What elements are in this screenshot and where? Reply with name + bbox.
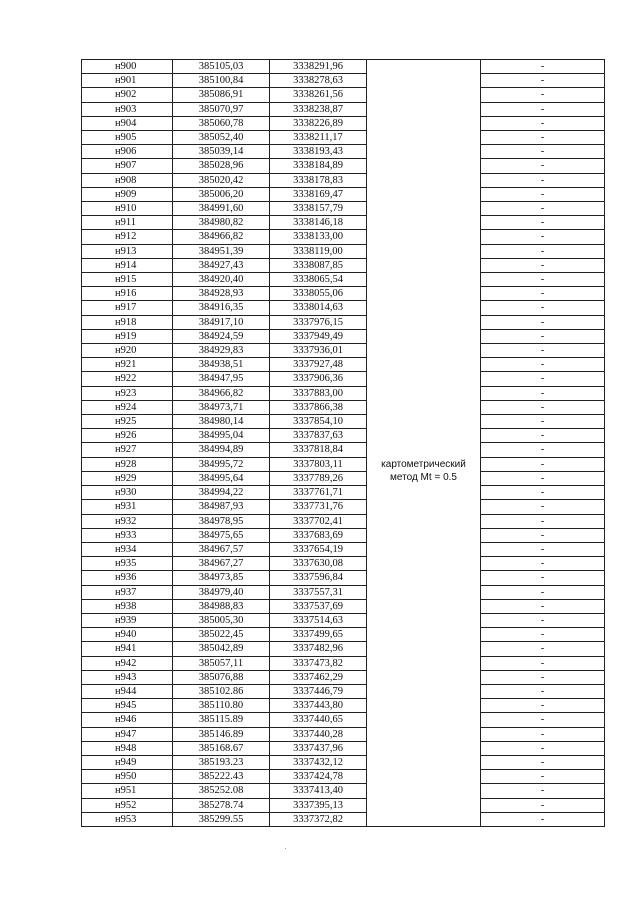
point-id-cell: н910 bbox=[82, 202, 173, 216]
dash-cell: - bbox=[481, 429, 605, 443]
dash-cell: - bbox=[481, 372, 605, 386]
x-coordinate-cell: 384975,65 bbox=[173, 528, 270, 542]
x-coordinate-cell: 384973,71 bbox=[173, 400, 270, 414]
dash-cell: - bbox=[481, 386, 605, 400]
method-cell bbox=[367, 116, 481, 826]
x-coordinate-cell: 384929,83 bbox=[173, 344, 270, 358]
y-coordinate-cell: 3338278,63 bbox=[270, 74, 367, 88]
x-coordinate-cell: 384994,89 bbox=[173, 443, 270, 457]
dash-cell: - bbox=[481, 244, 605, 258]
dash-cell: - bbox=[481, 301, 605, 315]
point-id-cell: н920 bbox=[82, 344, 173, 358]
dash-cell: - bbox=[481, 784, 605, 798]
y-coordinate-cell: 3337514,63 bbox=[270, 613, 367, 627]
x-coordinate-cell: 385042,89 bbox=[173, 642, 270, 656]
point-id-cell: н905 bbox=[82, 131, 173, 145]
point-id-cell: н918 bbox=[82, 315, 173, 329]
table-row bbox=[82, 542, 605, 556]
x-coordinate-cell: 385115.89 bbox=[173, 713, 270, 727]
dash-cell: - bbox=[481, 287, 605, 301]
y-coordinate-cell: 3337372,82 bbox=[270, 812, 367, 826]
x-coordinate-cell: 384920,40 bbox=[173, 273, 270, 287]
dash-cell: - bbox=[481, 812, 605, 826]
x-coordinate-cell: 385070,97 bbox=[173, 102, 270, 116]
y-coordinate-cell: 3337437,96 bbox=[270, 741, 367, 755]
point-id-cell: н933 bbox=[82, 528, 173, 542]
y-coordinate-cell: 3337936,01 bbox=[270, 344, 367, 358]
dash-cell: - bbox=[481, 699, 605, 713]
y-coordinate-cell: 3337731,76 bbox=[270, 500, 367, 514]
x-coordinate-cell: 385020,42 bbox=[173, 173, 270, 187]
point-id-cell: н948 bbox=[82, 741, 173, 755]
table-row bbox=[82, 784, 605, 798]
point-id-cell: н947 bbox=[82, 727, 173, 741]
point-id-cell: н928 bbox=[82, 457, 173, 471]
x-coordinate-cell: 384991,60 bbox=[173, 202, 270, 216]
coordinates-table-body bbox=[82, 60, 605, 827]
point-id-cell: н911 bbox=[82, 216, 173, 230]
x-coordinate-cell: 385086,91 bbox=[173, 88, 270, 102]
dash-cell: - bbox=[481, 770, 605, 784]
table-row bbox=[82, 273, 605, 287]
y-coordinate-cell: 3338087,85 bbox=[270, 258, 367, 272]
x-coordinate-cell: 385028,96 bbox=[173, 159, 270, 173]
dash-cell: - bbox=[481, 670, 605, 684]
point-id-cell: н913 bbox=[82, 244, 173, 258]
y-coordinate-cell: 3337654,19 bbox=[270, 542, 367, 556]
y-coordinate-cell: 3337482,96 bbox=[270, 642, 367, 656]
dash-cell: - bbox=[481, 60, 605, 74]
y-coordinate-cell: 3337630,08 bbox=[270, 557, 367, 571]
x-coordinate-cell: 385006,20 bbox=[173, 187, 270, 201]
table-row bbox=[82, 258, 605, 272]
table-row bbox=[82, 557, 605, 571]
dash-cell: - bbox=[481, 798, 605, 812]
x-coordinate-cell: 384951,39 bbox=[173, 244, 270, 258]
x-coordinate-cell: 384988,83 bbox=[173, 599, 270, 613]
point-id-cell: н949 bbox=[82, 755, 173, 769]
point-id-cell: н907 bbox=[82, 159, 173, 173]
dash-cell: - bbox=[481, 684, 605, 698]
dash-cell: - bbox=[481, 230, 605, 244]
y-coordinate-cell: 3337949,49 bbox=[270, 329, 367, 343]
table-row bbox=[82, 372, 605, 386]
table-row bbox=[82, 358, 605, 372]
dash-cell: - bbox=[481, 358, 605, 372]
table-row bbox=[82, 755, 605, 769]
point-id-cell: н938 bbox=[82, 599, 173, 613]
y-coordinate-cell: 3338157,79 bbox=[270, 202, 367, 216]
point-id-cell: н931 bbox=[82, 500, 173, 514]
y-coordinate-cell: 3338184,89 bbox=[270, 159, 367, 173]
table-row bbox=[82, 628, 605, 642]
table-row bbox=[82, 500, 605, 514]
dash-cell: - bbox=[481, 528, 605, 542]
table-row bbox=[82, 415, 605, 429]
x-coordinate-cell: 384917,10 bbox=[173, 315, 270, 329]
dash-cell: - bbox=[481, 344, 605, 358]
table-row bbox=[82, 400, 605, 414]
dash-cell: - bbox=[481, 500, 605, 514]
x-coordinate-cell: 385039,14 bbox=[173, 145, 270, 159]
point-id-cell: н932 bbox=[82, 514, 173, 528]
x-coordinate-cell: 384966,82 bbox=[173, 386, 270, 400]
dash-cell: - bbox=[481, 585, 605, 599]
table-row bbox=[82, 60, 605, 74]
table-row bbox=[82, 741, 605, 755]
dash-cell: - bbox=[481, 443, 605, 457]
x-coordinate-cell: 384927,43 bbox=[173, 258, 270, 272]
point-id-cell: н953 bbox=[82, 812, 173, 826]
y-coordinate-cell: 3337927,48 bbox=[270, 358, 367, 372]
x-coordinate-cell: 384995,64 bbox=[173, 471, 270, 485]
y-coordinate-cell: 3337473,82 bbox=[270, 656, 367, 670]
dash-cell: - bbox=[481, 173, 605, 187]
x-coordinate-cell: 384966,82 bbox=[173, 230, 270, 244]
x-coordinate-cell: 384928,93 bbox=[173, 287, 270, 301]
table-row bbox=[82, 457, 605, 471]
point-id-cell: н950 bbox=[82, 770, 173, 784]
table-row bbox=[82, 528, 605, 542]
table-row bbox=[82, 429, 605, 443]
table-row bbox=[82, 812, 605, 826]
dash-cell: - bbox=[481, 88, 605, 102]
point-id-cell: н942 bbox=[82, 656, 173, 670]
dash-cell: - bbox=[481, 258, 605, 272]
point-id-cell: н924 bbox=[82, 400, 173, 414]
x-coordinate-cell: 384924,59 bbox=[173, 329, 270, 343]
y-coordinate-cell: 3337413,40 bbox=[270, 784, 367, 798]
table-row bbox=[82, 386, 605, 400]
point-id-cell: н935 bbox=[82, 557, 173, 571]
point-id-cell: н916 bbox=[82, 287, 173, 301]
y-coordinate-cell: 3337906,36 bbox=[270, 372, 367, 386]
y-coordinate-cell: 3337789,26 bbox=[270, 471, 367, 485]
table-row bbox=[82, 599, 605, 613]
dash-cell: - bbox=[481, 628, 605, 642]
dash-cell: - bbox=[481, 599, 605, 613]
table-row bbox=[82, 642, 605, 656]
point-id-cell: н940 bbox=[82, 628, 173, 642]
x-coordinate-cell: 385060,78 bbox=[173, 116, 270, 130]
y-coordinate-cell: 3338261,56 bbox=[270, 88, 367, 102]
x-coordinate-cell: 384995,04 bbox=[173, 429, 270, 443]
table-row bbox=[82, 116, 605, 130]
table-row bbox=[82, 656, 605, 670]
x-coordinate-cell: 384916,35 bbox=[173, 301, 270, 315]
x-coordinate-cell: 385146.89 bbox=[173, 727, 270, 741]
y-coordinate-cell: 3337440,65 bbox=[270, 713, 367, 727]
table-row bbox=[82, 244, 605, 258]
y-coordinate-cell: 3337854,10 bbox=[270, 415, 367, 429]
table-row bbox=[82, 301, 605, 315]
y-coordinate-cell: 3337702,41 bbox=[270, 514, 367, 528]
point-id-cell: н925 bbox=[82, 415, 173, 429]
table-row bbox=[82, 585, 605, 599]
y-coordinate-cell: 3338211,17 bbox=[270, 131, 367, 145]
x-coordinate-cell: 385168.67 bbox=[173, 741, 270, 755]
point-id-cell: н909 bbox=[82, 187, 173, 201]
table-row bbox=[82, 287, 605, 301]
scan-speck bbox=[285, 848, 286, 849]
point-id-cell: н922 bbox=[82, 372, 173, 386]
dash-cell: - bbox=[481, 187, 605, 201]
point-id-cell: н904 bbox=[82, 116, 173, 130]
x-coordinate-cell: 384947,95 bbox=[173, 372, 270, 386]
x-coordinate-cell: 385022,45 bbox=[173, 628, 270, 642]
y-coordinate-cell: 3338119,00 bbox=[270, 244, 367, 258]
y-coordinate-cell: 3338133,00 bbox=[270, 230, 367, 244]
dash-cell: - bbox=[481, 102, 605, 116]
table-row bbox=[82, 315, 605, 329]
point-id-cell: н937 bbox=[82, 585, 173, 599]
x-coordinate-cell: 385193.23 bbox=[173, 755, 270, 769]
y-coordinate-cell: 3337803,11 bbox=[270, 457, 367, 471]
point-id-cell: н906 bbox=[82, 145, 173, 159]
table-row bbox=[82, 329, 605, 343]
x-coordinate-cell: 384995,72 bbox=[173, 457, 270, 471]
y-coordinate-cell: 3337432,12 bbox=[270, 755, 367, 769]
dash-cell: - bbox=[481, 329, 605, 343]
table-row bbox=[82, 486, 605, 500]
dash-cell: - bbox=[481, 216, 605, 230]
method-line-2: метод Mt = 0.5 bbox=[390, 472, 457, 484]
point-id-cell: н919 bbox=[82, 329, 173, 343]
table-row bbox=[82, 344, 605, 358]
table-row bbox=[82, 173, 605, 187]
dash-cell: - bbox=[481, 514, 605, 528]
x-coordinate-cell: 384967,57 bbox=[173, 542, 270, 556]
point-id-cell: н941 bbox=[82, 642, 173, 656]
point-id-cell: н927 bbox=[82, 443, 173, 457]
point-id-cell: н917 bbox=[82, 301, 173, 315]
point-id-cell: н900 bbox=[82, 60, 173, 74]
dash-cell: - bbox=[481, 116, 605, 130]
point-id-cell: н929 bbox=[82, 471, 173, 485]
dash-cell: - bbox=[481, 131, 605, 145]
dash-cell: - bbox=[481, 486, 605, 500]
y-coordinate-cell: 3337818,84 bbox=[270, 443, 367, 457]
x-coordinate-cell: 384980,82 bbox=[173, 216, 270, 230]
x-coordinate-cell: 384938,51 bbox=[173, 358, 270, 372]
y-coordinate-cell: 3338178,83 bbox=[270, 173, 367, 187]
y-coordinate-cell: 3338169,47 bbox=[270, 187, 367, 201]
point-id-cell: н926 bbox=[82, 429, 173, 443]
table-row bbox=[82, 514, 605, 528]
y-coordinate-cell: 3337443,80 bbox=[270, 699, 367, 713]
point-id-cell: н936 bbox=[82, 571, 173, 585]
coordinates-table bbox=[81, 59, 605, 827]
method-line-1: картометрический bbox=[381, 459, 466, 471]
table-row bbox=[82, 202, 605, 216]
point-id-cell: н912 bbox=[82, 230, 173, 244]
dash-cell: - bbox=[481, 741, 605, 755]
table-row bbox=[82, 131, 605, 145]
table-row bbox=[82, 74, 605, 88]
point-id-cell: н915 bbox=[82, 273, 173, 287]
x-coordinate-cell: 384973,85 bbox=[173, 571, 270, 585]
table-row bbox=[82, 670, 605, 684]
point-id-cell: н901 bbox=[82, 74, 173, 88]
x-coordinate-cell: 385005,30 bbox=[173, 613, 270, 627]
y-coordinate-cell: 3337537,69 bbox=[270, 599, 367, 613]
x-coordinate-cell: 385076,88 bbox=[173, 670, 270, 684]
x-coordinate-cell: 385222.43 bbox=[173, 770, 270, 784]
y-coordinate-cell: 3337837,63 bbox=[270, 429, 367, 443]
x-coordinate-cell: 385102.86 bbox=[173, 684, 270, 698]
table-row bbox=[82, 145, 605, 159]
x-coordinate-cell: 385105,03 bbox=[173, 60, 270, 74]
y-coordinate-cell: 3338226,89 bbox=[270, 116, 367, 130]
point-id-cell: н939 bbox=[82, 613, 173, 627]
y-coordinate-cell: 3337866,38 bbox=[270, 400, 367, 414]
dash-cell: - bbox=[481, 713, 605, 727]
table-row bbox=[82, 699, 605, 713]
point-id-cell: н914 bbox=[82, 258, 173, 272]
table-row bbox=[82, 159, 605, 173]
dash-cell: - bbox=[481, 145, 605, 159]
y-coordinate-cell: 3337761,71 bbox=[270, 486, 367, 500]
dash-cell: - bbox=[481, 74, 605, 88]
point-id-cell: н952 bbox=[82, 798, 173, 812]
x-coordinate-cell: 385252.08 bbox=[173, 784, 270, 798]
point-id-cell: н934 bbox=[82, 542, 173, 556]
x-coordinate-cell: 384980,14 bbox=[173, 415, 270, 429]
point-id-cell: н923 bbox=[82, 386, 173, 400]
dash-cell: - bbox=[481, 400, 605, 414]
y-coordinate-cell: 3337499,65 bbox=[270, 628, 367, 642]
point-id-cell: н908 bbox=[82, 173, 173, 187]
y-coordinate-cell: 3337976,15 bbox=[270, 315, 367, 329]
dash-cell: - bbox=[481, 656, 605, 670]
table-row bbox=[82, 613, 605, 627]
x-coordinate-cell: 385278.74 bbox=[173, 798, 270, 812]
table-row bbox=[82, 471, 605, 485]
table-row bbox=[82, 727, 605, 741]
dash-cell: - bbox=[481, 727, 605, 741]
y-coordinate-cell: 3338238,87 bbox=[270, 102, 367, 116]
point-id-cell: н902 bbox=[82, 88, 173, 102]
dash-cell: - bbox=[481, 571, 605, 585]
dash-cell: - bbox=[481, 415, 605, 429]
table-row bbox=[82, 216, 605, 230]
point-id-cell: н951 bbox=[82, 784, 173, 798]
x-coordinate-cell: 384967,27 bbox=[173, 557, 270, 571]
table-row bbox=[82, 187, 605, 201]
point-id-cell: н903 bbox=[82, 102, 173, 116]
point-id-cell: н944 bbox=[82, 684, 173, 698]
dash-cell: - bbox=[481, 457, 605, 471]
y-coordinate-cell: 3338291,96 bbox=[270, 60, 367, 74]
y-coordinate-cell: 3337395,13 bbox=[270, 798, 367, 812]
table-row bbox=[82, 770, 605, 784]
y-coordinate-cell: 3338146,18 bbox=[270, 216, 367, 230]
x-coordinate-cell: 384979,40 bbox=[173, 585, 270, 599]
dash-cell: - bbox=[481, 202, 605, 216]
y-coordinate-cell: 3338065,54 bbox=[270, 273, 367, 287]
dash-cell: - bbox=[481, 642, 605, 656]
y-coordinate-cell: 3337883,00 bbox=[270, 386, 367, 400]
y-coordinate-cell: 3337596,84 bbox=[270, 571, 367, 585]
dash-cell: - bbox=[481, 471, 605, 485]
x-coordinate-cell: 385057,11 bbox=[173, 656, 270, 670]
y-coordinate-cell: 3337557,31 bbox=[270, 585, 367, 599]
method-blank-cell bbox=[367, 60, 481, 117]
dash-cell: - bbox=[481, 557, 605, 571]
dash-cell: - bbox=[481, 542, 605, 556]
table-row bbox=[82, 798, 605, 812]
point-id-cell: н945 bbox=[82, 699, 173, 713]
y-coordinate-cell: 3337462,29 bbox=[270, 670, 367, 684]
dash-cell: - bbox=[481, 315, 605, 329]
x-coordinate-cell: 384994,22 bbox=[173, 486, 270, 500]
table-row bbox=[82, 713, 605, 727]
y-coordinate-cell: 3338014,63 bbox=[270, 301, 367, 315]
y-coordinate-cell: 3338055,06 bbox=[270, 287, 367, 301]
y-coordinate-cell: 3337446,79 bbox=[270, 684, 367, 698]
dash-cell: - bbox=[481, 273, 605, 287]
point-id-cell: н946 bbox=[82, 713, 173, 727]
table-row bbox=[82, 230, 605, 244]
y-coordinate-cell: 3337424,78 bbox=[270, 770, 367, 784]
table-row bbox=[82, 684, 605, 698]
dash-cell: - bbox=[481, 755, 605, 769]
dash-cell: - bbox=[481, 613, 605, 627]
x-coordinate-cell: 384978,95 bbox=[173, 514, 270, 528]
x-coordinate-cell: 385299.55 bbox=[173, 812, 270, 826]
table-row bbox=[82, 102, 605, 116]
y-coordinate-cell: 3337683,69 bbox=[270, 528, 367, 542]
y-coordinate-cell: 3337440,28 bbox=[270, 727, 367, 741]
table-row bbox=[82, 571, 605, 585]
y-coordinate-cell: 3338193,43 bbox=[270, 145, 367, 159]
x-coordinate-cell: 385052,40 bbox=[173, 131, 270, 145]
x-coordinate-cell: 385110.80 bbox=[173, 699, 270, 713]
point-id-cell: н943 bbox=[82, 670, 173, 684]
table-row bbox=[82, 443, 605, 457]
x-coordinate-cell: 385100,84 bbox=[173, 74, 270, 88]
table-row bbox=[82, 88, 605, 102]
dash-cell: - bbox=[481, 159, 605, 173]
x-coordinate-cell: 384987,93 bbox=[173, 500, 270, 514]
point-id-cell: н930 bbox=[82, 486, 173, 500]
point-id-cell: н921 bbox=[82, 358, 173, 372]
